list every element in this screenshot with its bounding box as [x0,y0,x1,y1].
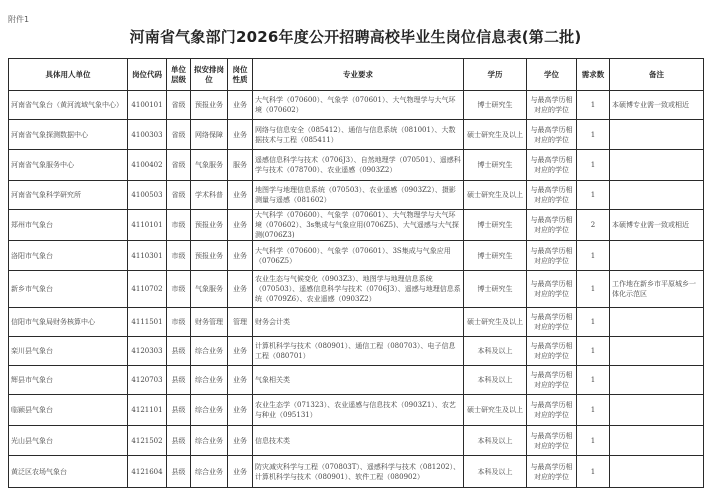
table-row [9,426,704,456]
cell-major: 大气科学（070600）、气象学（070601）、大气物理学与大气环境（070602） [253,91,464,120]
cell-level: 省级 [167,150,191,181]
cell-code: 4120703 [128,366,167,395]
table-row [9,181,704,210]
table-row [9,241,704,271]
cell-degree: 与最高学历相对应的学位 [527,395,577,426]
cell-education: 博士研究生 [464,150,527,181]
cell-level: 市级 [167,271,191,308]
cell-post: 预报业务 [191,241,228,271]
cell-education: 博士研究生 [464,210,527,241]
cell-count: 1 [577,366,610,395]
cell-degree: 与最高学历相对应的学位 [527,91,577,120]
cell-degree: 与最高学历相对应的学位 [527,456,577,488]
cell-degree: 与最高学历相对应的学位 [527,150,577,181]
cell-post: 综合业务 [191,456,228,488]
document-title: 河南省气象部门2026年度公开招聘高校毕业生岗位信息表(第二批) [129,28,582,46]
cell-degree: 与最高学历相对应的学位 [527,241,577,271]
cell-code: 4111501 [128,308,167,337]
cell-count: 1 [577,120,610,150]
table-row [9,395,704,426]
cell-code: 4110301 [128,241,167,271]
cell-note [610,120,704,150]
cell-education: 硕士研究生及以上 [464,395,527,426]
cell-post: 预报业务 [191,91,228,120]
cell-degree: 与最高学历相对应的学位 [527,210,577,241]
table-row [9,210,704,241]
cell-nature: 业务 [228,241,253,271]
cell-unit: 信阳市气象局财务核算中心 [9,308,128,337]
cell-nature: 业务 [228,210,253,241]
cell-post: 综合业务 [191,395,228,426]
cell-level: 市级 [167,308,191,337]
cell-nature: 业务 [228,456,253,488]
cell-code: 4110702 [128,271,167,308]
cell-level: 市级 [167,241,191,271]
header-education: 学历 [464,59,527,91]
header-unit: 具体用人单位 [9,59,128,91]
cell-degree: 与最高学历相对应的学位 [527,426,577,456]
cell-degree: 与最高学历相对应的学位 [527,271,577,308]
cell-count: 2 [577,210,610,241]
table-row [9,308,704,337]
cell-major: 财务会计类 [253,308,464,337]
table-row [9,271,704,308]
cell-post: 财务管理 [191,308,228,337]
cell-major: 气象相关类 [253,366,464,395]
cell-note [610,181,704,210]
cell-unit: 栾川县气象台 [9,337,128,366]
cell-note [610,456,704,488]
cell-degree: 与最高学历相对应的学位 [527,308,577,337]
cell-unit: 河南省气象探测数据中心 [9,120,128,150]
header-nature: 岗位性质 [228,59,253,91]
cell-degree: 与最高学历相对应的学位 [527,120,577,150]
cell-unit: 河南省气象服务中心 [9,150,128,181]
cell-code: 4121604 [128,456,167,488]
cell-major: 农业生态与气候变化（0903Z3）、地图学与地理信息系统（070503）、遥感信息科学与技术（0706J3）、遥感与地理信息系统（0709Z6）、农业遥感（0903Z2） [253,271,464,308]
cell-degree: 与最高学历相对应的学位 [527,181,577,210]
header-count: 需求数 [577,59,610,91]
cell-code: 4121502 [128,426,167,456]
cell-post: 气象服务 [191,150,228,181]
cell-education: 本科及以上 [464,426,527,456]
cell-unit: 新乡市气象台 [9,271,128,308]
cell-code: 4121101 [128,395,167,426]
cell-level: 县级 [167,426,191,456]
cell-count: 1 [577,241,610,271]
cell-education: 硕士研究生及以上 [464,120,527,150]
cell-unit: 光山县气象台 [9,426,128,456]
table-row [9,456,704,488]
cell-code: 4120303 [128,337,167,366]
cell-post: 网络保障 [191,120,228,150]
cell-nature: 业务 [228,426,253,456]
table-row [9,120,704,150]
cell-note [610,366,704,395]
cell-unit: 洛阳市气象台 [9,241,128,271]
cell-note [610,150,704,181]
cell-major: 地图学与地理信息系统（070503）、农业遥感（0903Z2）、摄影测量与遥感（081602） [253,181,464,210]
cell-post: 综合业务 [191,366,228,395]
cell-count: 1 [577,456,610,488]
cell-nature: 服务 [228,150,253,181]
cell-post: 气象服务 [191,271,228,308]
cell-nature: 业务 [228,120,253,150]
cell-note: 本硕博专业需一致或相近 [610,91,704,120]
cell-major: 大气科学（070600）、气象学（070601）、大气物理学与大气环境（070602）、3s集成与气象应用(0706Z5)、大气遥感与大气探测(0706Z3) [253,210,464,241]
cell-count: 1 [577,150,610,181]
cell-code: 4100303 [128,120,167,150]
cell-level: 省级 [167,120,191,150]
table-row [9,91,704,120]
cell-major: 遥感信息科学与技术（0706J3）、自然地理学（070501）、遥感科学与技术（078700）、农业遥感（0903Z2） [253,150,464,181]
header-code: 岗位代码 [128,59,167,91]
cell-nature: 业务 [228,366,253,395]
cell-level: 省级 [167,91,191,120]
cell-degree: 与最高学历相对应的学位 [527,366,577,395]
cell-count: 1 [577,181,610,210]
cell-major: 大气科学（070600）、气象学（070601）、3S集成与气象应用（0706Z5） [253,241,464,271]
cell-count: 1 [577,308,610,337]
cell-note [610,426,704,456]
table-row [9,337,704,366]
cell-level: 市级 [167,210,191,241]
header-post: 拟安排岗位 [191,59,228,91]
header-note: 备注 [610,59,704,91]
cell-count: 1 [577,271,610,308]
cell-note [610,308,704,337]
cell-nature: 业务 [228,181,253,210]
cell-major: 防灾减灾科学与工程（070803T）、遥感科学与技术（081202）、计算机科学与技术（080901）、软件工程（080902） [253,456,464,488]
cell-level: 县级 [167,366,191,395]
cell-major: 计算机科学与技术（080901）、通信工程（080703）、电子信息工程（080701） [253,337,464,366]
cell-degree: 与最高学历相对应的学位 [527,337,577,366]
table-header-row [9,59,704,91]
cell-note [610,241,704,271]
cell-unit: 辉县市气象台 [9,366,128,395]
cell-note [610,395,704,426]
cell-unit: 河南省气象科学研究所 [9,181,128,210]
cell-code: 4100503 [128,181,167,210]
cell-level: 县级 [167,395,191,426]
cell-major: 网络与信息安全（085412）、通信与信息系统（081001）、大数据技术与工程（085411） [253,120,464,150]
cell-education: 博士研究生 [464,91,527,120]
cell-unit: 黄泛区农场气象台 [9,456,128,488]
cell-count: 1 [577,91,610,120]
cell-level: 县级 [167,337,191,366]
cell-code: 4100402 [128,150,167,181]
table-row [9,150,704,181]
cell-education: 博士研究生 [464,271,527,308]
job-positions-table [8,58,704,488]
cell-unit: 临颍县气象台 [9,395,128,426]
cell-post: 综合业务 [191,337,228,366]
cell-major: 农业生态学（071323）、农业遥感与信息技术（0903Z1）、农艺与种业（095131） [253,395,464,426]
cell-nature: 业务 [228,271,253,308]
attachment-label: 附件1 [8,15,30,24]
cell-nature: 业务 [228,91,253,120]
cell-nature: 业务 [228,395,253,426]
cell-count: 1 [577,426,610,456]
cell-unit: 河南省气象台（黄河流域气象中心） [9,91,128,120]
cell-level: 省级 [167,181,191,210]
cell-note [610,337,704,366]
cell-education: 本科及以上 [464,456,527,488]
table-row [9,366,704,395]
cell-count: 1 [577,337,610,366]
cell-education: 本科及以上 [464,337,527,366]
cell-education: 博士研究生 [464,241,527,271]
cell-code: 4100101 [128,91,167,120]
cell-post: 预报业务 [191,210,228,241]
cell-note: 本硕博专业需一致或相近 [610,210,704,241]
header-major: 专业要求 [253,59,464,91]
cell-major: 信息技术类 [253,426,464,456]
cell-unit: 郑州市气象台 [9,210,128,241]
cell-post: 综合业务 [191,426,228,456]
header-degree: 学位 [527,59,577,91]
cell-education: 硕士研究生及以上 [464,308,527,337]
cell-post: 学术科普 [191,181,228,210]
header-level: 单位层级 [167,59,191,91]
cell-code: 4110101 [128,210,167,241]
cell-count: 1 [577,395,610,426]
cell-level: 县级 [167,456,191,488]
cell-education: 硕士研究生及以上 [464,181,527,210]
cell-education: 本科及以上 [464,366,527,395]
cell-nature: 管理 [228,308,253,337]
cell-note: 工作地在新乡市平原城乡一体化示范区 [610,271,704,308]
cell-nature: 业务 [228,337,253,366]
